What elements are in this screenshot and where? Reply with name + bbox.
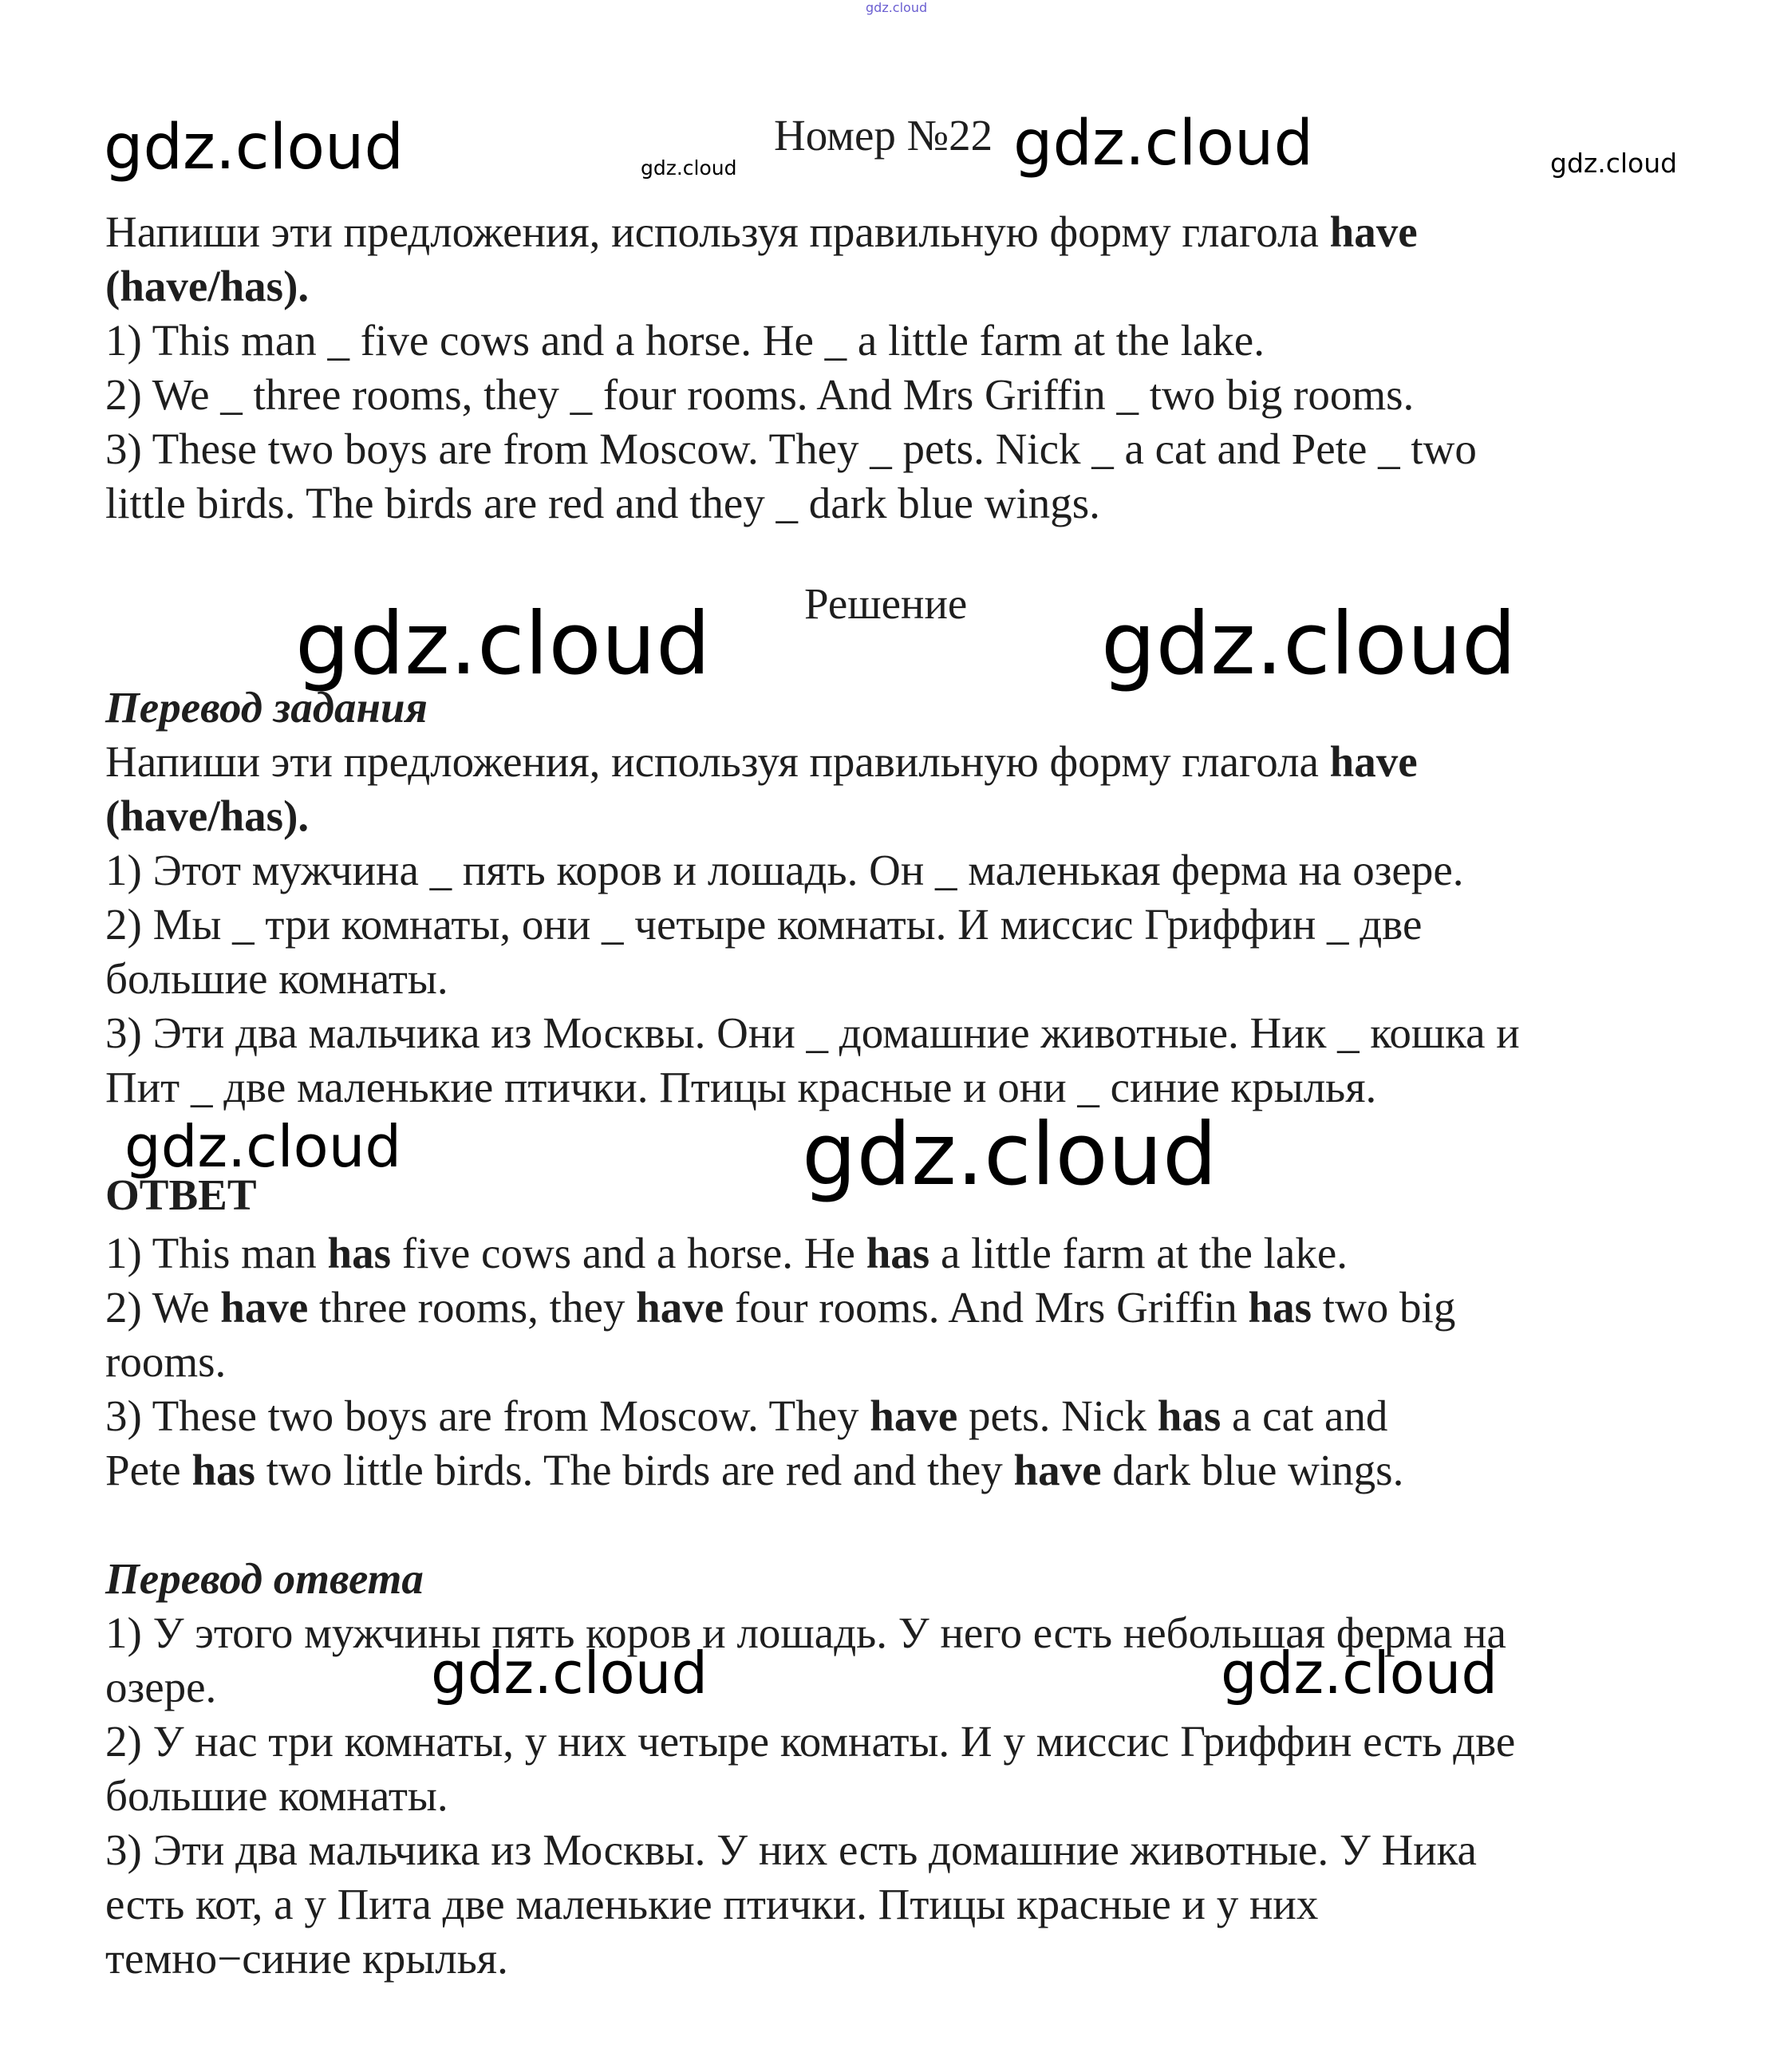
task-line: 2) We _ three rooms, they _ four rooms. And Mrs Griffin _ two big rooms. bbox=[105, 370, 1415, 419]
watermark: gdz.cloud bbox=[1101, 594, 1517, 694]
answer-line: Pete has two little birds. The birds are red and they have dark blue wings. bbox=[105, 1446, 1404, 1494]
answer-translation-line: 3) Эти два мальчика из Москвы. У них есть домашние животные. У Ника bbox=[105, 1825, 1477, 1874]
translation-heading: Перевод задания bbox=[105, 683, 428, 732]
answer-heading: ОТВЕТ bbox=[105, 1170, 257, 1219]
watermark-top-tiny: gdz.cloud bbox=[866, 0, 928, 15]
translation-line: 2) Мы _ три комнаты, они _ четыре комнаты. И миссис Гриффин _ две bbox=[105, 900, 1423, 949]
watermark: gdz.cloud bbox=[431, 1640, 708, 1707]
answer-translation-line: темно−синие крылья. bbox=[105, 1934, 508, 1983]
answer-translation-line: озере. bbox=[105, 1663, 217, 1711]
task-instruction-forms: (have/has). bbox=[105, 262, 310, 310]
translation-instruction: Напиши эти предложения, используя правильную форму глагола have bbox=[105, 737, 1418, 786]
answer-line: 3) These two boys are from Moscow. They have pets. Nick has a cat and bbox=[105, 1391, 1388, 1440]
translation-line: 3) Эти два мальчика из Москвы. Они _ домашние животные. Ник _ кошка и bbox=[105, 1008, 1520, 1057]
watermark: gdz.cloud bbox=[295, 594, 711, 694]
answer-translation-line: есть кот, а у Пита две маленькие птички. Птицы красные и у них bbox=[105, 1880, 1319, 1928]
answer-translation-line: большие комнаты. bbox=[105, 1771, 448, 1820]
task-line: 3) These two boys are from Moscow. They _ pets. Nick _ a cat and Pete _ two bbox=[105, 424, 1477, 473]
watermark: gdz.cloud bbox=[1221, 1640, 1498, 1707]
answer-translation-heading: Перевод ответа bbox=[105, 1554, 424, 1603]
watermark: gdz.cloud bbox=[1013, 108, 1313, 180]
answer-line: 1) This man has five cows and a horse. He has a little farm at the lake. bbox=[105, 1229, 1348, 1277]
translation-line: большие комнаты. bbox=[105, 954, 448, 1003]
task-line: 1) This man _ five cows and a horse. He _ a little farm at the lake. bbox=[105, 316, 1265, 365]
page-title: Номер №22 bbox=[774, 111, 993, 160]
watermark: gdz.cloud bbox=[124, 1113, 402, 1180]
task-line: little birds. The birds are red and they _ dark blue wings. bbox=[105, 479, 1100, 527]
task-instruction: Напиши эти предложения, используя правильную форму глагола have bbox=[105, 207, 1418, 256]
translation-line: Пит _ две маленькие птички. Птицы красные и они _ синие крылья. bbox=[105, 1063, 1377, 1111]
translation-line: 1) Этот мужчина _ пять коров и лошадь. Он _ маленькая ферма на озере. bbox=[105, 846, 1464, 894]
watermark: gdz.cloud bbox=[641, 156, 737, 180]
answer-line: rooms. bbox=[105, 1337, 227, 1386]
solution-heading: Решение bbox=[804, 579, 968, 628]
answer-line: 2) We have three rooms, they have four rooms. And Mrs Griffin has two big bbox=[105, 1283, 1456, 1332]
answer-translation-line: 2) У нас три комнаты, у них четыре комнаты. И у миссис Гриффин есть две bbox=[105, 1717, 1516, 1766]
watermark: gdz.cloud bbox=[104, 112, 404, 184]
answer-translation-line: 1) У этого мужчины пять коров и лошадь. У него есть небольшая ферма на bbox=[105, 1608, 1506, 1657]
translation-instruction-forms: (have/has). bbox=[105, 791, 310, 840]
watermark: gdz.cloud bbox=[802, 1105, 1218, 1205]
watermark: gdz.cloud bbox=[1550, 148, 1678, 179]
